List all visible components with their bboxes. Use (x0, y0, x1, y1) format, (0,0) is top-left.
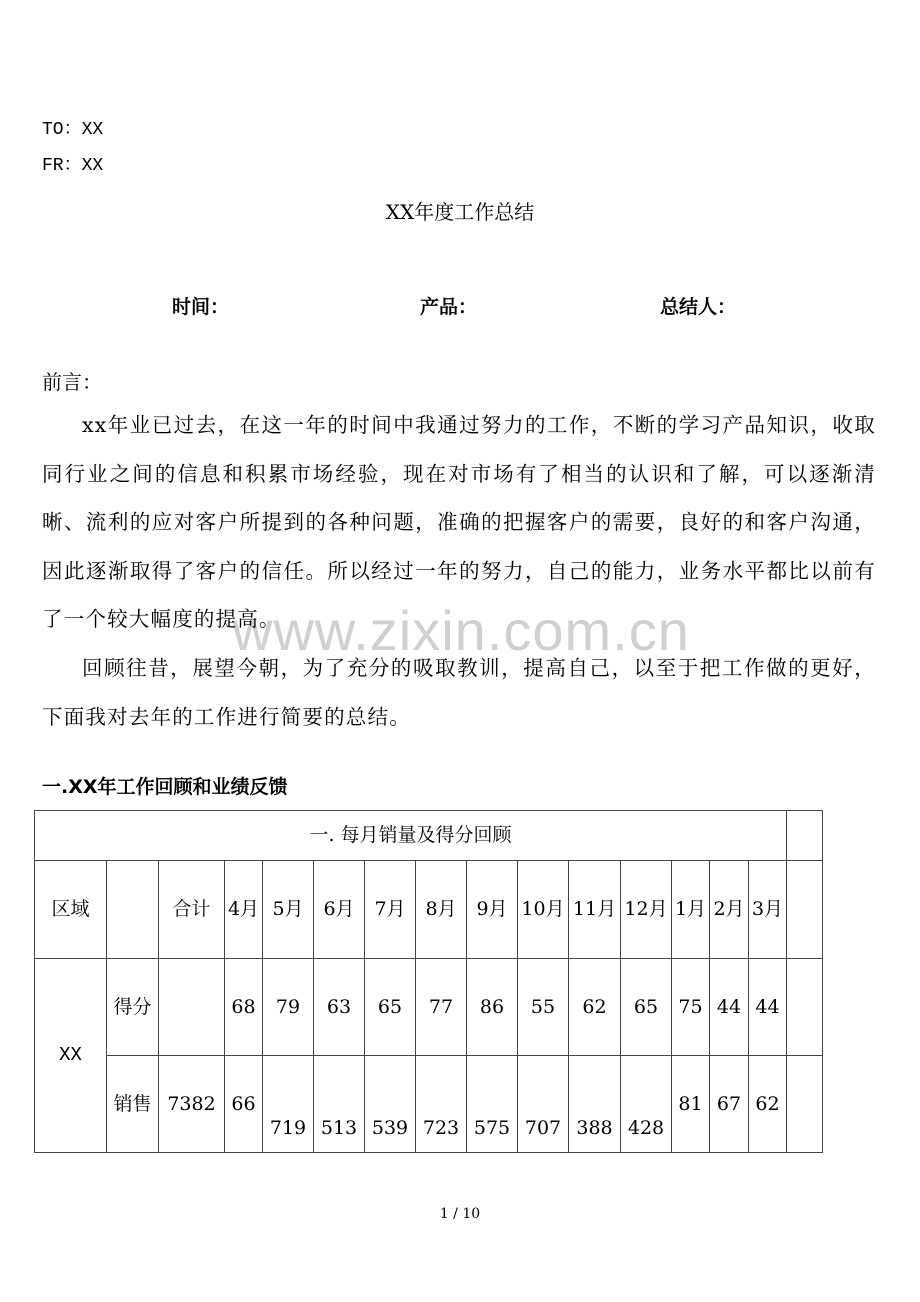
empty-cell (787, 861, 823, 959)
total-cell: 7382 (159, 1056, 225, 1153)
value-cell: 707 (518, 1056, 569, 1153)
page-number: 1 / 10 (439, 1206, 481, 1222)
preface-label: 前言： (42, 370, 102, 394)
value-cell: 63 (314, 959, 365, 1056)
time-label: 时间： (172, 296, 230, 318)
value-cell: 388 (569, 1056, 621, 1153)
value-cell: 65 (365, 959, 416, 1056)
month-header: 8月 (416, 861, 467, 959)
value-cell: 77 (416, 959, 467, 1056)
month-header: 9月 (467, 861, 518, 959)
value-cell: 428 (621, 1056, 672, 1153)
month-header: 4月 (225, 861, 263, 959)
row-label: 销售 (107, 1056, 159, 1153)
value-cell: 55 (518, 959, 569, 1056)
month-header: 5月 (263, 861, 314, 959)
value-cell: 62 (569, 959, 621, 1056)
total-cell (159, 959, 225, 1056)
to-line: TO：XX (42, 120, 104, 140)
row-label: 得分 (107, 959, 159, 1056)
paragraph-1: xx年业已过去，在这一年的时间中我通过努力的工作，不断的学习产品知识，收取同行业之间的信息和积累市场经验，现在对市场有了相当的认识和了解，可以逐渐清晰、流利的应对客户所提到的各种问题，准确的把握客户的需要，良好的和客户沟通，因此逐渐取得了客户的信任。所以经过一年的努力，自己的能力，业务水平都比以前有了一个较大幅度的提高。 (42, 413, 876, 631)
product-label: 产品： (420, 296, 478, 318)
month-header: 10月 (518, 861, 569, 959)
value-cell: 81 (672, 1056, 710, 1153)
paragraph-2: 回顾往昔，展望今朝，为了充分的吸取教训，提高自己，以至于把工作做的更好，下面我对去年的工作进行简要的总结。 (42, 656, 876, 729)
month-header: 11月 (569, 861, 621, 959)
value-cell: 62 (749, 1056, 787, 1153)
table-row-sales (35, 1056, 823, 1153)
value-cell: 513 (314, 1056, 365, 1153)
value-cell: 575 (467, 1056, 518, 1153)
empty-cell (787, 811, 823, 861)
value-cell: 79 (263, 959, 314, 1056)
month-header: 1月 (672, 861, 710, 959)
value-cell: 75 (672, 959, 710, 1056)
region-header: 区域 (35, 861, 107, 959)
value-cell: 68 (225, 959, 263, 1056)
month-header: 2月 (710, 861, 749, 959)
table-header-row (35, 861, 823, 959)
value-cell: 539 (365, 1056, 416, 1153)
author-label: 总结人： (660, 296, 737, 318)
table-caption: 一. 每月销量及得分回顾 (35, 811, 787, 861)
table-row-score (35, 959, 823, 1056)
sales-score-table (34, 810, 823, 1153)
month-header: 3月 (749, 861, 787, 959)
value-cell: 65 (621, 959, 672, 1056)
value-cell: 67 (710, 1056, 749, 1153)
value-cell: 44 (710, 959, 749, 1056)
month-header: 7月 (365, 861, 416, 959)
section-heading: 一.XX年工作回顾和业绩反馈 (42, 776, 288, 798)
total-header: 合计 (159, 861, 225, 959)
region-cell: XX (35, 959, 107, 1153)
month-header: 6月 (314, 861, 365, 959)
value-cell: 723 (416, 1056, 467, 1153)
value-cell: 66 (225, 1056, 263, 1153)
empty-cell (787, 1056, 823, 1153)
value-cell: 44 (749, 959, 787, 1056)
from-line: FR：XX (42, 156, 104, 176)
watermark: www.zixin.com.cn (232, 599, 690, 662)
value-cell: 86 (467, 959, 518, 1056)
month-header: 12月 (621, 861, 672, 959)
value-cell: 719 (263, 1056, 314, 1153)
document-title: XX年度工作总结 (385, 200, 535, 224)
empty-cell (107, 861, 159, 959)
empty-cell (787, 959, 823, 1056)
